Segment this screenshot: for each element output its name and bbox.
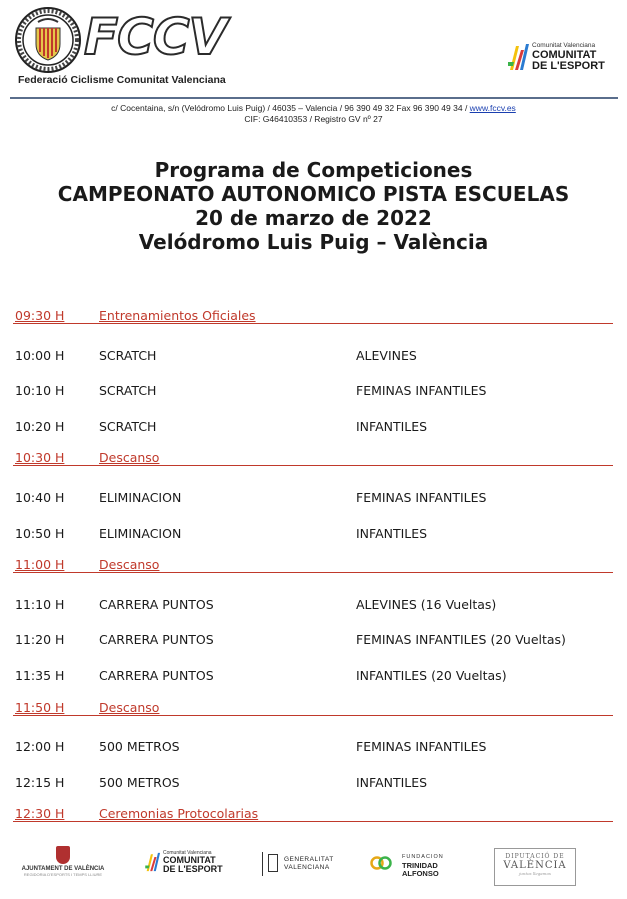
fccv-logo (14, 6, 254, 86)
schedule-category: FEMINAS INFANTILES (20 Vueltas) (356, 632, 566, 648)
address-block (0, 103, 627, 125)
ayuntamiento-shield-icon (56, 846, 70, 864)
schedule-row (13, 593, 613, 629)
schedule-time: 09:30 H (15, 308, 65, 323)
fundacion-line2: TRINIDAD (402, 861, 438, 870)
schedule-row (13, 344, 613, 380)
fundacion-line3: ALFONSO (402, 869, 439, 878)
schedule-break-rule (13, 323, 613, 324)
fccv-emblem-icon (14, 6, 82, 74)
schedule-row (13, 522, 613, 558)
schedule-break-row (13, 700, 613, 736)
generalitat-divider (262, 852, 263, 876)
schedule-category: INFANTILES (20 Vueltas) (356, 667, 507, 683)
schedule-event: 500 METROS (99, 739, 180, 755)
schedule-category: INFANTILES (356, 774, 428, 790)
footer-esport-mark-icon (145, 850, 161, 874)
schedule-category: INFANTILES (356, 418, 428, 434)
fundacion-rings-icon (370, 856, 398, 870)
diputacion-line1: DIPUTACIÓ DE (505, 853, 565, 860)
ayuntamiento-name: AJUNTAMENT DE VALÈNCIA (21, 866, 105, 872)
schedule-break-row (13, 557, 613, 593)
schedule-time: 10:40 H (15, 489, 65, 505)
schedule-break-rule (13, 715, 613, 716)
schedule-event: 500 METROS (99, 774, 180, 790)
schedule-category: FEMINAS INFANTILES (356, 383, 487, 399)
fccv-wordmark: FCCV (84, 8, 227, 66)
schedule-time: 12:15 H (15, 774, 65, 790)
diputacion-logo (494, 848, 576, 886)
cif-line: CIF: G46410353 / Registro GV nº 27 (244, 114, 383, 124)
fundacion-line1: FUNDACION (402, 854, 444, 860)
schedule-event: SCRATCH (99, 383, 157, 399)
fundacion-trinidad-alfonso-logo (370, 842, 470, 882)
schedule-time: 12:30 H (15, 806, 65, 822)
generalitat-shield-icon (268, 854, 278, 872)
schedule-break-rule (13, 465, 613, 466)
schedule-category: ALEVINES (356, 347, 417, 363)
schedule-time: 10:00 H (15, 347, 65, 363)
generalitat-line2: VALENCIANA (284, 864, 330, 871)
generalitat-line1: GENERALITAT (284, 856, 334, 863)
title-line-4: Velódromo Luis Puig – València (138, 230, 489, 254)
esport-line1: COMUNITAT (532, 49, 597, 61)
schedule-time: 11:50 H (15, 699, 65, 715)
footer-esport-line2: DE L'ESPORT (163, 864, 223, 874)
diputacion-line3: juntos llegamos (519, 871, 551, 876)
letterhead (0, 0, 627, 124)
comunitat-esport-mark-icon (508, 40, 530, 74)
schedule-row (13, 628, 613, 664)
schedule-event: CARRERA PUNTOS (99, 632, 214, 648)
schedule-category: FEMINAS INFANTILES (356, 489, 487, 505)
schedule-row (13, 415, 613, 451)
schedule-break-row (13, 806, 613, 842)
schedule-category: INFANTILES (356, 525, 428, 541)
ayuntamiento-logo (18, 842, 108, 882)
schedule-break-row (13, 308, 613, 344)
schedule-category: FEMINAS INFANTILES (356, 739, 487, 755)
schedule-time: 11:00 H (15, 557, 65, 573)
schedule-event: ELIMINACION (99, 489, 182, 505)
footer-esport-small: Comunitat Valenciana (163, 850, 212, 856)
esport-line2: DE L'ESPORT (532, 60, 605, 72)
title-line-1: Programa de Competiciones (154, 158, 473, 182)
federation-name: Federació Ciclisme Comunitat Valenciana (18, 74, 226, 86)
schedule-break-rule (13, 821, 613, 822)
sponsor-footer (0, 842, 627, 892)
schedule-event: Ceremonias Protocolarias (99, 806, 259, 822)
schedule-event: ELIMINACION (99, 525, 182, 541)
schedule-row (13, 379, 613, 415)
schedule-event: Descanso (99, 557, 160, 573)
schedule-event: SCRATCH (99, 418, 157, 434)
schedule-time: 11:35 H (15, 667, 65, 683)
schedule-event: CARRERA PUNTOS (99, 596, 214, 612)
header-divider (10, 97, 618, 99)
schedule-event: Entrenamientos Oficiales (99, 308, 256, 323)
schedule-row (13, 486, 613, 522)
schedule-time: 11:10 H (15, 596, 65, 612)
schedule-event: SCRATCH (99, 347, 157, 363)
schedule-time: 10:30 H (15, 450, 65, 466)
ayuntamiento-sub: REGIDORIA D'ESPORTS I TEMPS LLIURE (23, 872, 103, 877)
address-line (0, 103, 627, 114)
schedule-break-row (13, 450, 613, 486)
website-link[interactable]: www.fccv.es (469, 103, 516, 113)
schedule-time: 10:20 H (15, 418, 65, 434)
schedule-time: 10:10 H (15, 383, 65, 399)
schedule-event: Descanso (99, 450, 160, 466)
address-text: c/ Cocentaina, s/n (Velódromo Luis Puig) / 46035 – Valencia / 96 390 49 32 Fax 96 390 49 34 / (111, 103, 470, 113)
esport-small-text: Comunitat Valenciana (532, 42, 596, 49)
schedule-time: 12:00 H (15, 739, 65, 755)
schedule-break-rule (13, 572, 613, 573)
footer-comunitat-esport-logo (145, 842, 245, 882)
title-line-3: 20 de marzo de 2022 (195, 206, 432, 230)
schedule-category: ALEVINES (16 Vueltas) (356, 596, 497, 612)
comunitat-esport-logo (508, 40, 618, 80)
schedule-event: Descanso (99, 699, 160, 715)
schedule-time: 10:50 H (15, 525, 65, 541)
footer-esport-line1: COMUNITAT (163, 855, 216, 865)
diputacion-line2: VALÈNCIA (503, 860, 567, 871)
schedule-row (13, 771, 613, 807)
generalitat-logo (262, 842, 352, 882)
schedule-row (13, 664, 613, 700)
schedule-table (13, 308, 613, 842)
schedule-event: CARRERA PUNTOS (99, 667, 214, 683)
schedule-row (13, 735, 613, 771)
title-line-2: CAMPEONATO AUTONOMICO PISTA ESCUELAS (57, 182, 570, 206)
schedule-time: 11:20 H (15, 632, 65, 648)
document-title (0, 158, 627, 254)
